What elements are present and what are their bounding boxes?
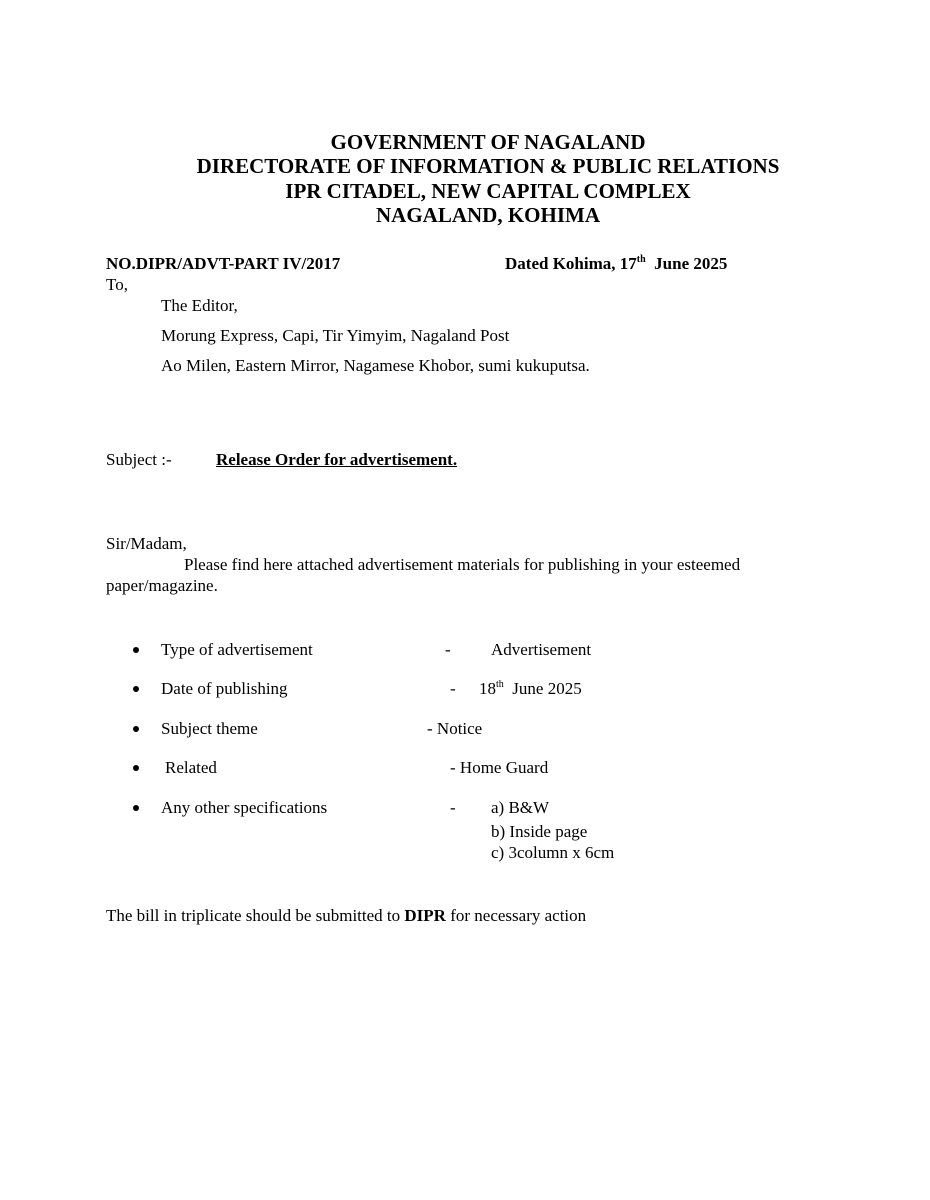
letter-date bbox=[505, 254, 727, 274]
bullet-icon bbox=[133, 805, 139, 811]
header-location: NAGALAND, KOHIMA bbox=[376, 203, 600, 227]
header-directorate: DIRECTORATE OF INFORMATION & PUBLIC RELATIONS bbox=[196, 154, 780, 178]
detail-date-value bbox=[479, 679, 582, 699]
detail-theme-value: - Notice bbox=[427, 719, 483, 738]
bullet-icon bbox=[133, 765, 139, 771]
recipient-papers-line2: Ao Milen, Eastern Mirror, Nagamese Khobor, sumi kukuputsa. bbox=[161, 356, 590, 375]
recipient-editor: The Editor, bbox=[161, 296, 238, 315]
letter-date-sup: th bbox=[636, 254, 646, 265]
footer-note bbox=[106, 906, 586, 926]
letter-date-suffix: June 2025 bbox=[654, 254, 728, 273]
header-government: GOVERNMENT OF NAGALAND bbox=[330, 130, 646, 154]
detail-spec-b: b) Inside page bbox=[491, 822, 588, 841]
detail-spec-label: Any other specifications bbox=[161, 798, 328, 817]
detail-date-rest: June 2025 bbox=[512, 679, 582, 698]
footer-note-post: for necessary action bbox=[445, 906, 587, 925]
detail-type-value: Advertisement bbox=[491, 640, 592, 659]
bullet-icon bbox=[133, 647, 139, 653]
detail-spec-dash: - bbox=[450, 798, 456, 817]
bullet-icon bbox=[133, 686, 139, 692]
bullet-icon bbox=[133, 726, 139, 732]
detail-type-label: Type of advertisement bbox=[161, 640, 313, 659]
letter-date-prefix: Dated Kohima, 17 bbox=[505, 254, 637, 273]
detail-spec-a: a) B&W bbox=[491, 798, 550, 817]
recipient-papers-line1: Morung Express, Capi, Tir Yimyim, Nagaland Post bbox=[161, 326, 510, 345]
footer-note-dipr: DIPR bbox=[404, 906, 446, 925]
header-address: IPR CITADEL, NEW CAPITAL COMPLEX bbox=[285, 179, 691, 203]
detail-type-dash: - bbox=[445, 640, 451, 659]
subject-label: Subject :- bbox=[106, 450, 172, 469]
footer-note-pre: The bill in triplicate should be submitted to bbox=[106, 906, 405, 925]
to-label: To, bbox=[106, 275, 128, 294]
detail-date-day: 18 bbox=[479, 679, 496, 698]
detail-date-sup: th bbox=[496, 679, 504, 690]
body-paragraph-line1: Please find here attached advertisement materials for publishing in your esteemed bbox=[184, 555, 741, 574]
detail-date-label: Date of publishing bbox=[161, 679, 288, 698]
detail-date-dash: - bbox=[450, 679, 456, 698]
detail-related-label: Related bbox=[165, 758, 217, 777]
detail-theme-label: Subject theme bbox=[161, 719, 258, 738]
detail-related-value: - Home Guard bbox=[450, 758, 549, 777]
detail-spec-c: c) 3column x 6cm bbox=[491, 843, 615, 862]
reference-number: NO.DIPR/ADVT-PART IV/2017 bbox=[106, 254, 341, 273]
salutation: Sir/Madam, bbox=[106, 534, 187, 553]
subject-title: Release Order for advertisement. bbox=[216, 450, 458, 469]
body-paragraph-line2: paper/magazine. bbox=[106, 576, 218, 595]
